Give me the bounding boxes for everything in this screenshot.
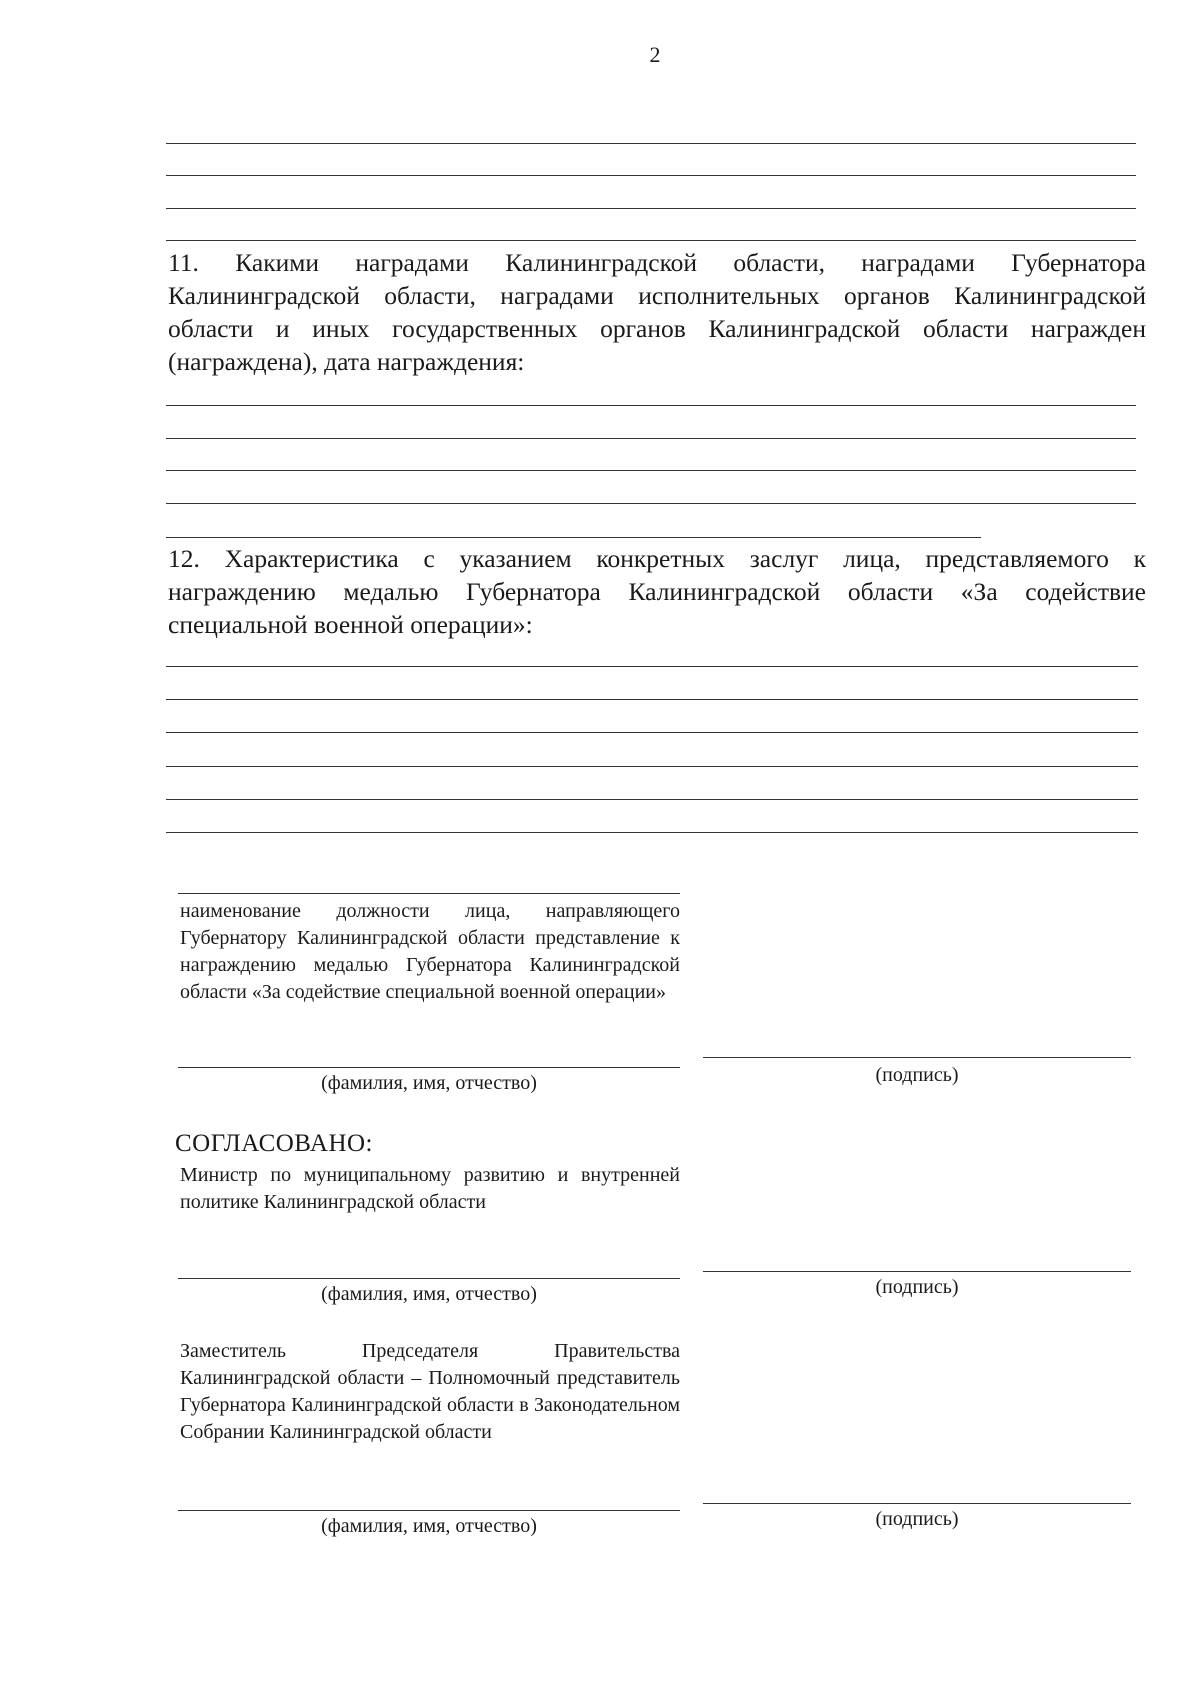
fill-line[interactable] [166, 799, 1138, 800]
fill-line[interactable] [166, 699, 1138, 700]
fill-line[interactable] [166, 208, 1136, 209]
approved-label: СОГЛАСОВАНО: [175, 1130, 374, 1157]
fill-line[interactable] [166, 732, 1138, 733]
page-number: 2 [649, 42, 661, 67]
position-description: Министр по муниципальному развитию и внутренней политике Калининградской области [180, 1164, 680, 1213]
fill-line[interactable] [166, 832, 1138, 833]
fill-line[interactable] [166, 143, 1136, 144]
fill-line[interactable] [166, 537, 981, 538]
fill-line[interactable] [166, 766, 1138, 767]
signature-line[interactable] [703, 1503, 1131, 1504]
fill-line[interactable] [166, 503, 1136, 504]
name-line[interactable] [178, 1067, 680, 1068]
signature-line[interactable] [703, 1057, 1131, 1058]
name-caption: (фамилия, имя, отчество) [321, 1515, 537, 1537]
fill-line[interactable] [166, 175, 1136, 176]
name-caption: (фамилия, имя, отчество) [321, 1072, 537, 1094]
fill-line[interactable] [166, 666, 1138, 667]
signature-line[interactable] [703, 1271, 1131, 1272]
name-line[interactable] [178, 1278, 680, 1279]
fill-line[interactable] [166, 470, 1136, 471]
name-caption: (фамилия, имя, отчество) [321, 1283, 537, 1305]
signature-caption: (подпись) [875, 1508, 959, 1530]
section-11-text: 11. Какими наградами Калининградской области, наградами Губернатора Калининградской области, наградами исполнительных органов Калининградской области и иных государственных органов Калининградской области награжден (награждена), дата награждения: [168, 248, 1146, 376]
signature-caption: (подпись) [875, 1064, 959, 1086]
position-line[interactable] [178, 893, 680, 894]
position-description: наименование должности лица, направляющего Губернатору Калининградской области представление к награждению медалью Губернатора Калининградской области «За содействие специальной военной операции» [180, 900, 680, 1003]
section-12-text: 12. Характеристика с указанием конкретных заслуг лица, представляемого к награждению медалью Губернатора Калининградской области «За содействие специальной военной операции»: [168, 544, 1146, 639]
position-description: Заместитель Председателя Правительства Калининградской области – Полномочный представитель Губернатора Калининградской области в Законодательном Собрании Калининградской области [180, 1340, 680, 1443]
signature-caption: (подпись) [875, 1276, 959, 1298]
fill-line[interactable] [166, 438, 1136, 439]
name-line[interactable] [178, 1510, 680, 1511]
fill-line[interactable] [166, 240, 1136, 241]
fill-line[interactable] [166, 405, 1136, 406]
